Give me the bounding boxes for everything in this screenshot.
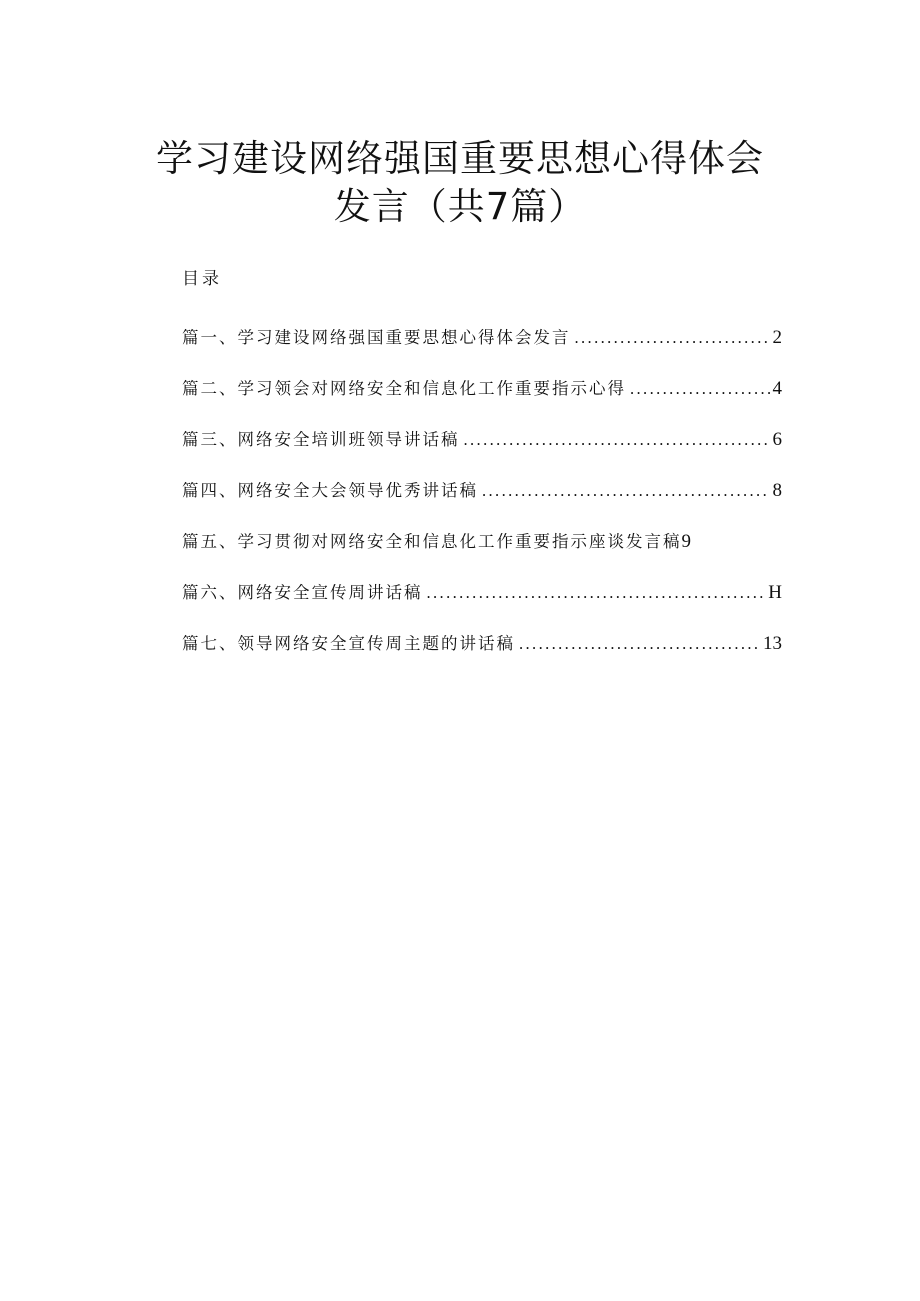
toc-dot-leader (630, 379, 770, 399)
toc-entry[interactable] (182, 528, 782, 579)
toc-page-number: 6 (772, 429, 782, 450)
toc-page-number: H (768, 582, 782, 603)
toc-list (182, 324, 782, 681)
toc-entry-title: 篇二、学习领会对网络安全和信息化工作重要指示心得 (182, 379, 626, 398)
toc-dot-leader (464, 430, 770, 450)
toc-heading: 目录 (182, 269, 222, 289)
toc-dot-leader (482, 481, 770, 501)
toc-entry[interactable] (182, 426, 782, 477)
toc-entry-title: 篇四、网络安全大会领导优秀讲话稿 (182, 481, 478, 500)
toc-page-number: 9 (681, 531, 691, 552)
toc-dot-leader (519, 634, 760, 654)
toc-entry-title: 篇一、学习建设网络强国重要思想心得体会发言 (182, 328, 571, 347)
toc-entry[interactable] (182, 375, 782, 426)
toc-entry[interactable] (182, 324, 782, 375)
toc-entry-title: 篇六、网络安全宣传周讲话稿 (182, 583, 423, 602)
toc-page-number: 2 (772, 327, 782, 348)
toc-entry-title: 篇五、学习贯彻对网络安全和信息化工作重要指示座谈发言稿 (182, 532, 682, 551)
table-of-contents (182, 271, 782, 681)
toc-entry[interactable] (182, 630, 782, 681)
toc-entry-title: 篇七、领导网络安全宣传周主题的讲话稿 (182, 634, 515, 653)
toc-page-number: 13 (763, 633, 782, 654)
toc-dot-leader (427, 583, 766, 603)
toc-page-number: 8 (772, 480, 782, 501)
toc-entry-title: 篇三、网络安全培训班领导讲话稿 (182, 430, 460, 449)
document-title-line-1: 学习建设网络强国重要思想心得体会 (156, 137, 764, 180)
document-title-line-2: 发言（共7篇） (333, 185, 587, 228)
toc-page-number: 4 (772, 378, 782, 399)
toc-entry[interactable] (182, 579, 782, 630)
toc-entry[interactable] (182, 477, 782, 528)
toc-dot-leader (575, 328, 770, 348)
